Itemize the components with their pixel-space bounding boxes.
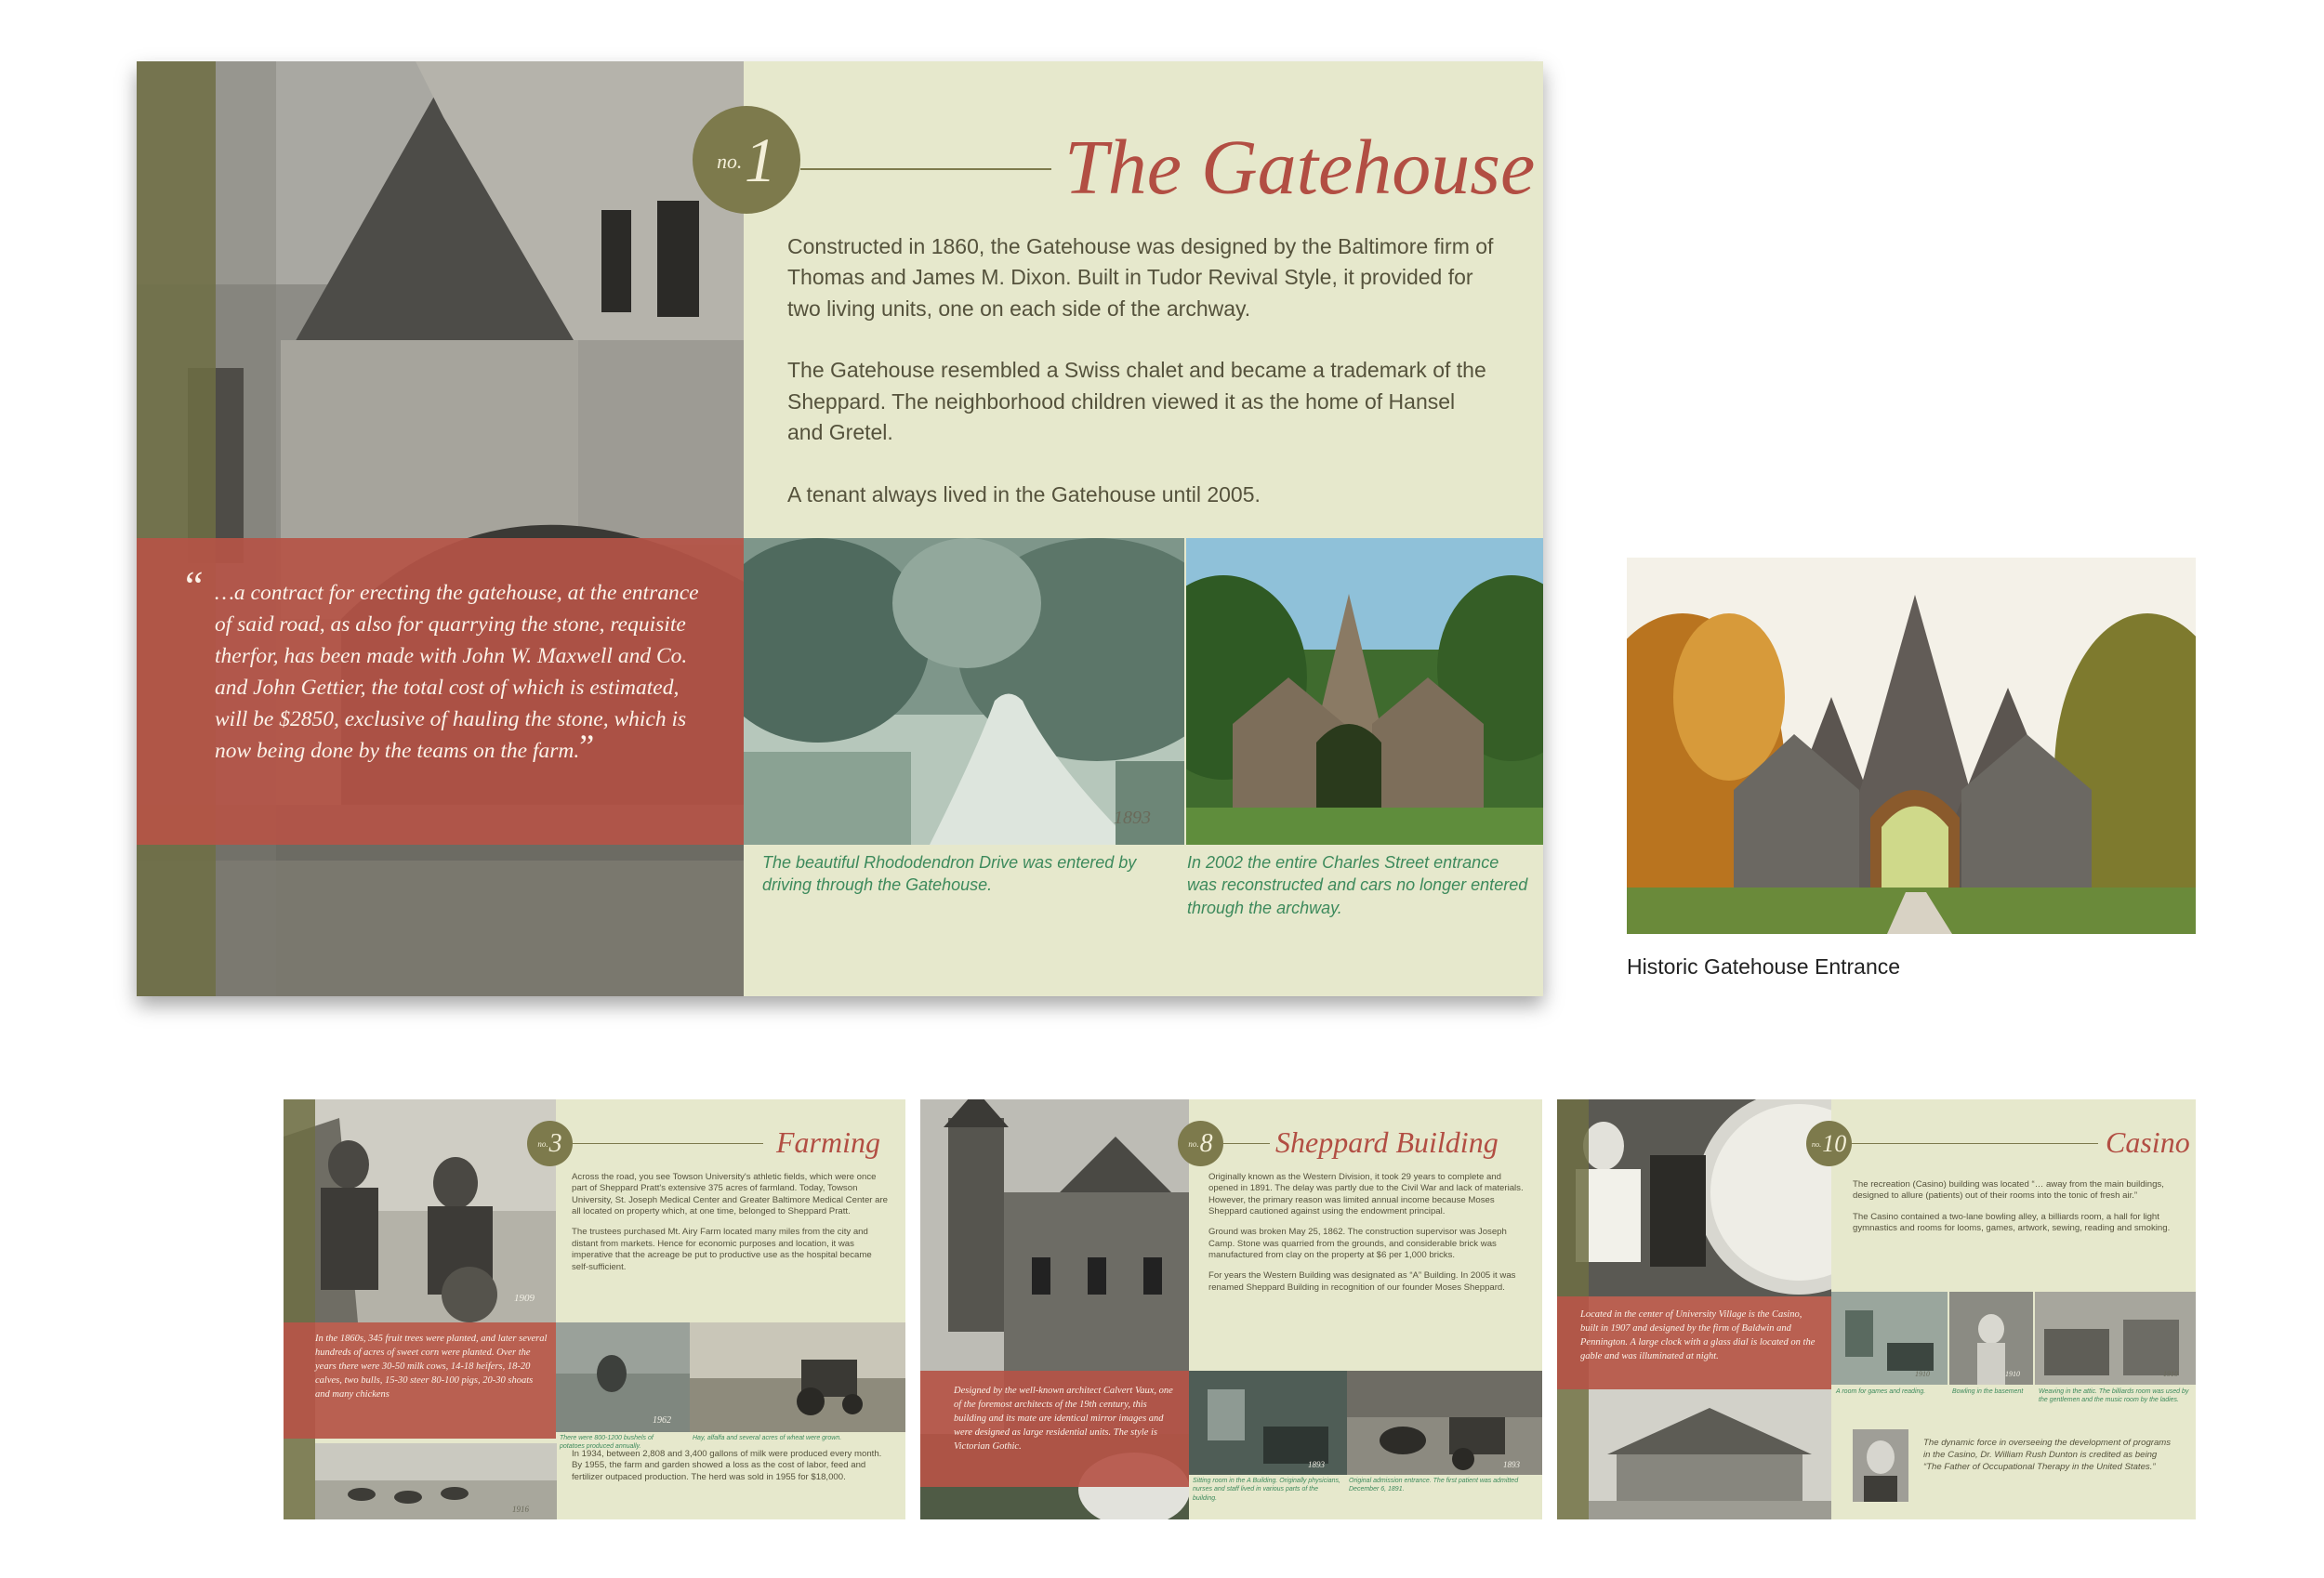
- photo-year: 1909: [514, 1293, 535, 1304]
- olive-side-strip: [137, 61, 216, 996]
- title-rule: [573, 1143, 763, 1144]
- admission-entrance-photo: [1347, 1371, 1542, 1475]
- casino-description: [1853, 1179, 2173, 1243]
- photo-year: 1893: [1308, 1460, 1325, 1469]
- panel-number-badge: [1806, 1121, 1852, 1166]
- caption-potatoes: There were 800-1200 bushels of potatoes produced annually.: [560, 1435, 654, 1451]
- dunton-quote: The dynamic force in overseeing the development of programs in the Casino, Dr. William Rush Dunton is credited as being “The Father of Occupational Therapy in the United States.”: [1923, 1438, 2172, 1472]
- quote-box: [1557, 1296, 1831, 1389]
- rhododendron-drive-photo: [744, 538, 1184, 845]
- badge-prefix: no.: [537, 1139, 548, 1150]
- clock-mechanism-photo: [1557, 1099, 1831, 1296]
- title-rule: [800, 168, 1051, 170]
- caption-hay: Hay, alfalfa and several acres of wheat were grown.: [693, 1435, 842, 1441]
- panel-number-badge: [1178, 1121, 1223, 1166]
- bowling-photo: [1949, 1292, 2033, 1385]
- quote-text: Located in the center of University Village is the Casino, built in 1907 and designed by the firm of Baldwin and Pennington. A large clock with a glass dial is located on the gable and was illuminated at night.: [1580, 1309, 1816, 1361]
- photo-year: 1910: [2163, 1370, 2178, 1378]
- badge-number: 3: [548, 1128, 562, 1158]
- game-room-photo: [1831, 1292, 1948, 1385]
- badge-prefix: no.: [1188, 1139, 1199, 1150]
- photo-year: 1893: [1114, 808, 1151, 828]
- casino-building-photo: [1589, 1389, 1831, 1519]
- caption-rhododendron: The beautiful Rhododendron Drive was entered by driving through the Gatehouse.: [762, 853, 1137, 895]
- title-rule: [1852, 1143, 2098, 1144]
- badge-number: 10: [1822, 1129, 1847, 1157]
- panel-title: Sheppard Building: [1275, 1125, 1499, 1159]
- farming-description: [572, 1172, 888, 1282]
- paragraph: The trustees purchased Mt. Airy Farm located many miles from the city and distant from markets. Hence for economic purposes and location, it was imperative that the acreage be put to productive use as the hospital became self-sufficient.: [572, 1227, 872, 1272]
- close-quote-mark: ”: [579, 728, 595, 765]
- page-title: The Gatehouse: [1064, 125, 1536, 211]
- badge-prefix: no.: [1811, 1139, 1822, 1149]
- paragraph: For years the Western Building was designated as “A” Building. In 2005 it was renamed Sheppard Building in recognition of our founder Moses Sheppard.: [1208, 1270, 1516, 1293]
- gatehouse-stone-photo: [137, 61, 744, 996]
- caption-game-room: A room for games and reading.: [1836, 1388, 1926, 1395]
- farmers-photo: [284, 1099, 556, 1322]
- photo-year: 1910: [2005, 1370, 2020, 1378]
- caption-charles-street: In 2002 the entire Charles Street entrance was reconstructed and cars no longer entered through the archway.: [1187, 853, 1528, 917]
- olive-side-strip: [284, 1099, 315, 1519]
- panel-number-badge: [693, 106, 800, 214]
- sitting-room-photo: [1189, 1371, 1347, 1475]
- quote-text: In the 1860s, 345 fruit trees were planted, and later several hundreds of acres of sweet corn were planted. Over the years there were 30-50 milk cows, 14-18 heifers, 18-20 calves, two bulls, 15-30 steer 80-100 pigs, 20-30 shoats and many chickens: [315, 1334, 548, 1400]
- charles-street-entrance-photo: [1186, 538, 1543, 845]
- farming-panel: [284, 1099, 905, 1519]
- photo-year: 1962: [653, 1415, 671, 1426]
- potato-field-photo: [556, 1322, 690, 1432]
- paragraph: Ground was broken May 25, 1862. The construction supervisor was Joseph Camp. Stone was quarried from the grounds, and considerable brick was manufactured from clay on the property at $6 per 1,000 bricks.: [1208, 1227, 1507, 1261]
- caption-bowling: Bowling in the basement: [1952, 1388, 2024, 1395]
- panel-title: Casino: [2106, 1125, 2190, 1159]
- paragraph: A tenant always lived in the Gatehouse until 2005.: [787, 481, 1261, 506]
- sheppard-building-panel: [920, 1099, 1542, 1519]
- badge-number: 8: [1199, 1128, 1213, 1158]
- quote-box: [137, 538, 744, 845]
- open-quote-mark: “: [185, 563, 204, 609]
- historic-gatehouse-photo: [1627, 558, 2196, 934]
- quote-text: [215, 577, 717, 767]
- panel-title: Farming: [776, 1125, 880, 1159]
- quote-text: Designed by the well-known architect Calvert Vaux, one of the foremost architects of the 19th century, this building and its mate are identical mirror images and were designed as large residential units. The style is Victorian Gothic.: [954, 1386, 1173, 1452]
- caption-admission-entrance: Original admission entrance. The first patient was admitted December 6, 1891.: [1349, 1478, 1519, 1493]
- photo-year: 1893: [1503, 1460, 1520, 1469]
- panel-number-badge: [527, 1121, 573, 1166]
- casino-panel: [1557, 1099, 2196, 1519]
- dunton-portrait: [1853, 1429, 1908, 1502]
- paragraph: Across the road, you see Towson University's athletic fields, which were once part of Sheppard Pratt's extensive 375 acres of farmland. Today, Towson University, St. Joseph Medical Center and Greater Baltimore Medical Center are all located on property which, at one time, belonged to Sheppard Pratt.: [572, 1172, 889, 1217]
- gatehouse-description: [787, 231, 1494, 541]
- tractor-field-photo: [690, 1322, 905, 1432]
- title-rule: [1223, 1143, 1270, 1144]
- photo-year: 1910: [1915, 1370, 1930, 1378]
- quote-box: [920, 1371, 1189, 1487]
- paragraph: The recreation (Casino) building was located “… away from the main buildings, designed to allure (patients) out of their rooms into the tonic of fresh air.”: [1853, 1179, 2164, 1202]
- weaving-room-photo: [2035, 1292, 2196, 1385]
- quote-box: [284, 1322, 556, 1439]
- caption-sitting-room: Sitting room in the A Building. Originally physicians, nurses and staff lived in various parts of the building.: [1193, 1478, 1341, 1502]
- cows-photo: [315, 1443, 557, 1519]
- milk-production-text: In 1934, between 2,808 and 3,400 gallons of milk were produced every month. By 1955, the farm and garden showed a loss as the cost of labor, feed and fertilizer outpaced production. The herd was sold in 1955 for $18,000.: [572, 1449, 882, 1482]
- quote-body: …a contract for erecting the gatehouse, at the entrance of said road, as also for quarrying the stone, requisite therfor, has been made with John W. Maxwell and Co. and John Gettier, the total cost of which is estimated, will be $2850, exclusive of hauling the stone, which is now being done by the teams on the farm.: [215, 581, 699, 763]
- badge-number: 1: [744, 124, 776, 195]
- side-photo-caption: Historic Gatehouse Entrance: [1627, 954, 1901, 979]
- gatehouse-panel: [137, 61, 1543, 996]
- paragraph: Originally known as the Western Division, it took 29 years to complete and opened in 1891. The delay was partly due to the Civil War and lack of materials. However, the primary reason was limited annual income because Moses Sheppard cautioned against using the endowment principal.: [1208, 1172, 1524, 1217]
- paragraph: The Casino contained a two-lane bowling alley, a billiards room, a hall for light gymnastics and rooms for looms, games, artwork, sewing, reading and smoking.: [1853, 1211, 2171, 1233]
- caption-weaving: Weaving in the attic. The billiards room was used by the gentlemen and the music room by the ladies.: [2039, 1388, 2189, 1404]
- sheppard-description: [1208, 1172, 1525, 1303]
- paragraph: The Gatehouse resembled a Swiss chalet and became a trademark of the Sheppard. The neighborhood children viewed it as the home of Hansel and Gretel.: [787, 358, 1486, 445]
- paragraph: Constructed in 1860, the Gatehouse was designed by the Baltimore firm of Thomas and James M. Dixon. Built in Tudor Revival Style, it provided for two living units, one on each side of the archway.: [787, 234, 1494, 321]
- photo-year: 1916: [512, 1505, 529, 1514]
- badge-prefix: no.: [717, 150, 743, 173]
